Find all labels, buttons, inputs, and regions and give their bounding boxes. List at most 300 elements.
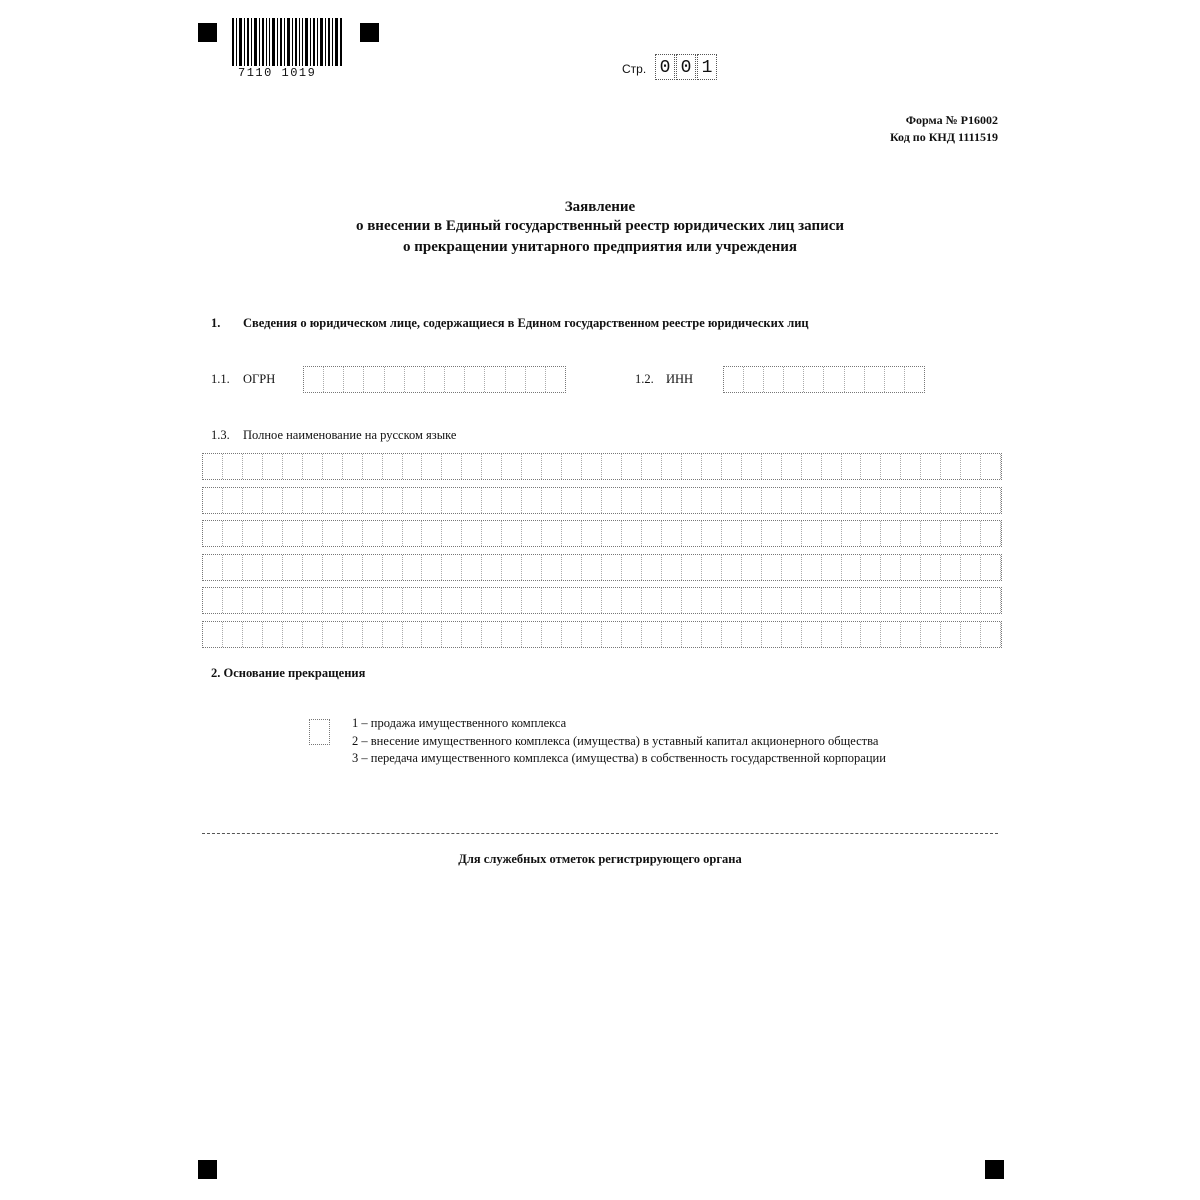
character-cell[interactable] — [263, 555, 283, 580]
character-cell[interactable] — [782, 454, 802, 479]
character-cell[interactable] — [482, 454, 502, 479]
character-cell[interactable] — [682, 622, 702, 647]
character-cell[interactable] — [744, 367, 764, 392]
character-cell[interactable] — [263, 521, 283, 546]
character-cell[interactable] — [324, 367, 344, 392]
character-cell[interactable] — [506, 367, 526, 392]
character-cell[interactable] — [263, 588, 283, 613]
character-cell[interactable] — [283, 521, 303, 546]
full-name-number: 1.3. — [211, 428, 230, 442]
character-cell[interactable] — [722, 454, 742, 479]
character-cell[interactable] — [642, 454, 662, 479]
character-cell[interactable] — [722, 622, 742, 647]
character-cell[interactable] — [283, 588, 303, 613]
character-cell[interactable] — [722, 555, 742, 580]
character-cell[interactable] — [403, 622, 423, 647]
character-cell[interactable] — [881, 488, 901, 513]
character-cell[interactable] — [502, 454, 522, 479]
character-cell[interactable] — [442, 622, 462, 647]
character-cell[interactable] — [403, 588, 423, 613]
character-cell[interactable] — [283, 488, 303, 513]
character-cell[interactable] — [822, 588, 842, 613]
character-cell[interactable] — [682, 488, 702, 513]
character-cell[interactable] — [363, 488, 383, 513]
character-cell[interactable] — [304, 367, 324, 392]
character-cell[interactable] — [243, 555, 263, 580]
character-cell[interactable] — [526, 367, 546, 392]
character-cell[interactable] — [682, 521, 702, 546]
character-cell[interactable] — [662, 488, 682, 513]
character-cell[interactable] — [842, 454, 862, 479]
character-cell[interactable] — [981, 488, 1001, 513]
character-cell[interactable] — [323, 521, 343, 546]
character-cell[interactable] — [343, 622, 363, 647]
character-cell[interactable] — [482, 488, 502, 513]
character-cell[interactable] — [784, 367, 804, 392]
character-cell[interactable] — [881, 555, 901, 580]
character-cell[interactable] — [941, 588, 961, 613]
character-cell[interactable] — [283, 454, 303, 479]
character-cell[interactable] — [722, 488, 742, 513]
character-cell[interactable] — [582, 521, 602, 546]
corner-marker-top-left — [198, 23, 217, 42]
character-cell[interactable] — [602, 521, 622, 546]
character-cell[interactable] — [941, 521, 961, 546]
character-cell[interactable] — [303, 521, 323, 546]
character-cell[interactable] — [881, 454, 901, 479]
character-cell[interactable] — [742, 622, 762, 647]
character-cell[interactable] — [901, 521, 921, 546]
character-cell[interactable] — [702, 454, 722, 479]
ogrn-input[interactable] — [303, 366, 566, 393]
character-cell[interactable] — [702, 622, 722, 647]
character-cell[interactable] — [861, 588, 881, 613]
character-cell[interactable] — [303, 622, 323, 647]
character-cell[interactable] — [482, 622, 502, 647]
section-2-heading: 2. Основание прекращения — [211, 666, 366, 680]
basis-option-2: 2 – внесение имущественного комплекса (имущества) в уставный капитал акционерного общества — [352, 734, 879, 748]
character-cell[interactable] — [702, 488, 722, 513]
character-cell[interactable] — [562, 555, 582, 580]
character-cell[interactable] — [263, 454, 283, 479]
character-cell[interactable] — [762, 454, 782, 479]
character-cell[interactable] — [981, 555, 1001, 580]
character-cell[interactable] — [961, 454, 981, 479]
inn-label: ИНН — [666, 372, 694, 386]
character-cell[interactable] — [303, 454, 323, 479]
character-cell[interactable] — [842, 588, 862, 613]
character-cell[interactable] — [782, 488, 802, 513]
character-cell[interactable] — [562, 521, 582, 546]
character-cell[interactable] — [822, 622, 842, 647]
full-name-row[interactable] — [202, 453, 1002, 480]
full-name-row[interactable] — [202, 587, 1002, 614]
character-cell[interactable] — [522, 555, 542, 580]
character-cell[interactable] — [243, 454, 263, 479]
page-digit-box[interactable]: 0 — [676, 54, 696, 80]
character-cell[interactable] — [323, 588, 343, 613]
character-cell[interactable] — [522, 488, 542, 513]
character-cell[interactable] — [363, 622, 383, 647]
character-cell[interactable] — [662, 555, 682, 580]
character-cell[interactable] — [462, 588, 482, 613]
character-cell[interactable] — [762, 488, 782, 513]
character-cell[interactable] — [662, 521, 682, 546]
character-cell[interactable] — [344, 367, 364, 392]
character-cell[interactable] — [702, 588, 722, 613]
character-cell[interactable] — [622, 588, 642, 613]
character-cell[interactable] — [901, 622, 921, 647]
character-cell[interactable] — [742, 454, 762, 479]
character-cell[interactable] — [602, 622, 622, 647]
character-cell[interactable] — [582, 622, 602, 647]
character-cell[interactable] — [343, 488, 363, 513]
character-cell[interactable] — [383, 488, 403, 513]
character-cell[interactable] — [383, 622, 403, 647]
character-cell[interactable] — [582, 454, 602, 479]
character-cell[interactable] — [502, 555, 522, 580]
character-cell[interactable] — [203, 454, 223, 479]
character-cell[interactable] — [762, 521, 782, 546]
full-name-row[interactable] — [202, 554, 1002, 581]
character-cell[interactable] — [582, 488, 602, 513]
character-cell[interactable] — [383, 588, 403, 613]
character-cell[interactable] — [363, 588, 383, 613]
character-cell[interactable] — [662, 588, 682, 613]
character-cell[interactable] — [724, 367, 744, 392]
character-cell[interactable] — [482, 521, 502, 546]
character-cell[interactable] — [485, 367, 505, 392]
character-cell[interactable] — [722, 521, 742, 546]
character-cell[interactable] — [425, 367, 445, 392]
character-cell[interactable] — [981, 454, 1001, 479]
character-cell[interactable] — [941, 454, 961, 479]
character-cell[interactable] — [283, 555, 303, 580]
character-cell[interactable] — [885, 367, 905, 392]
character-cell[interactable] — [662, 454, 682, 479]
character-cell[interactable] — [343, 555, 363, 580]
character-cell[interactable] — [802, 588, 822, 613]
character-cell[interactable] — [622, 488, 642, 513]
character-cell[interactable] — [542, 588, 562, 613]
character-cell[interactable] — [546, 367, 565, 392]
office-use-label: Для служебных отметок регистрирующего органа — [458, 852, 742, 866]
character-cell[interactable] — [961, 488, 981, 513]
character-cell[interactable] — [562, 488, 582, 513]
character-cell[interactable] — [961, 622, 981, 647]
character-cell[interactable] — [921, 588, 941, 613]
character-cell[interactable] — [403, 488, 423, 513]
character-cell[interactable] — [223, 588, 243, 613]
character-cell[interactable] — [642, 488, 662, 513]
character-cell[interactable] — [905, 367, 924, 392]
character-cell[interactable] — [642, 622, 662, 647]
character-cell[interactable] — [422, 588, 442, 613]
basis-code-input[interactable] — [309, 719, 330, 745]
character-cell[interactable] — [662, 622, 682, 647]
basis-option-1: 1 – продажа имущественного комплекса — [352, 716, 567, 730]
character-cell[interactable] — [403, 521, 423, 546]
section-1-number: 1. — [211, 316, 221, 330]
character-cell[interactable] — [363, 454, 383, 479]
character-cell[interactable] — [861, 454, 881, 479]
character-cell[interactable] — [542, 488, 562, 513]
character-cell[interactable] — [502, 488, 522, 513]
full-name-row[interactable] — [202, 621, 1002, 648]
character-cell[interactable] — [223, 622, 243, 647]
character-cell[interactable] — [203, 488, 223, 513]
character-cell[interactable] — [422, 521, 442, 546]
full-name-row[interactable] — [202, 520, 1002, 547]
character-cell[interactable] — [941, 488, 961, 513]
form-number: Форма № Р16002 — [905, 113, 998, 127]
character-cell[interactable] — [442, 454, 462, 479]
character-cell[interactable] — [682, 555, 702, 580]
character-cell[interactable] — [562, 454, 582, 479]
character-cell[interactable] — [323, 622, 343, 647]
character-cell[interactable] — [782, 588, 802, 613]
page-digit-box[interactable]: 0 — [655, 54, 675, 80]
document-title: Заявление — [564, 199, 636, 215]
page-label: Стр. — [622, 62, 647, 76]
character-cell[interactable] — [385, 367, 405, 392]
character-cell[interactable] — [921, 454, 941, 479]
character-cell[interactable] — [921, 555, 941, 580]
character-cell[interactable] — [981, 588, 1001, 613]
character-cell[interactable] — [465, 367, 485, 392]
character-cell[interactable] — [482, 555, 502, 580]
character-cell[interactable] — [861, 555, 881, 580]
character-cell[interactable] — [522, 521, 542, 546]
character-cell[interactable] — [462, 555, 482, 580]
character-cell[interactable] — [842, 521, 862, 546]
basis-option-3: 3 – передача имущественного комплекса (имущества) в собственность государственной корпорации — [352, 751, 886, 765]
character-cell[interactable] — [323, 454, 343, 479]
character-cell[interactable] — [901, 454, 921, 479]
character-cell[interactable] — [445, 367, 465, 392]
full-name-input[interactable] — [202, 453, 1002, 655]
character-cell[interactable] — [223, 521, 243, 546]
character-cell[interactable] — [901, 588, 921, 613]
document-subtitle-line-1: о внесении в Единый государственный реестр юридических лиц записи — [355, 218, 845, 234]
character-cell[interactable] — [702, 555, 722, 580]
character-cell[interactable] — [881, 588, 901, 613]
character-cell[interactable] — [542, 555, 562, 580]
character-cell[interactable] — [263, 622, 283, 647]
character-cell[interactable] — [782, 555, 802, 580]
character-cell[interactable] — [203, 588, 223, 613]
character-cell[interactable] — [223, 555, 243, 580]
character-cell[interactable] — [203, 622, 223, 647]
page-digit-box[interactable]: 1 — [697, 54, 717, 80]
character-cell[interactable] — [764, 367, 784, 392]
character-cell[interactable] — [542, 454, 562, 479]
full-name-row[interactable] — [202, 487, 1002, 514]
character-cell[interactable] — [802, 488, 822, 513]
ogrn-label: ОГРН — [243, 372, 276, 386]
character-cell[interactable] — [622, 555, 642, 580]
inn-input[interactable] — [723, 366, 925, 393]
character-cell[interactable] — [901, 488, 921, 513]
character-cell[interactable] — [602, 555, 622, 580]
character-cell[interactable] — [562, 588, 582, 613]
character-cell[interactable] — [782, 521, 802, 546]
character-cell[interactable] — [742, 521, 762, 546]
character-cell[interactable] — [802, 622, 822, 647]
character-cell[interactable] — [502, 521, 522, 546]
character-cell[interactable] — [742, 488, 762, 513]
character-cell[interactable] — [343, 521, 363, 546]
character-cell[interactable] — [822, 555, 842, 580]
character-cell[interactable] — [462, 488, 482, 513]
character-cell[interactable] — [343, 454, 363, 479]
character-cell[interactable] — [921, 521, 941, 546]
character-cell[interactable] — [602, 454, 622, 479]
character-cell[interactable] — [941, 622, 961, 647]
character-cell[interactable] — [522, 454, 542, 479]
character-cell[interactable] — [283, 622, 303, 647]
character-cell[interactable] — [921, 488, 941, 513]
corner-marker-top-right — [360, 23, 379, 42]
character-cell[interactable] — [845, 367, 865, 392]
character-cell[interactable] — [602, 488, 622, 513]
character-cell[interactable] — [383, 521, 403, 546]
character-cell[interactable] — [782, 622, 802, 647]
character-cell[interactable] — [203, 555, 223, 580]
character-cell[interactable] — [422, 622, 442, 647]
character-cell[interactable] — [383, 454, 403, 479]
character-cell[interactable] — [861, 488, 881, 513]
character-cell[interactable] — [405, 367, 425, 392]
character-cell[interactable] — [243, 521, 263, 546]
character-cell[interactable] — [203, 521, 223, 546]
character-cell[interactable] — [522, 622, 542, 647]
character-cell[interactable] — [522, 588, 542, 613]
document-subtitle-line-2: о прекращении унитарного предприятия или учреждения — [403, 239, 797, 255]
character-cell[interactable] — [263, 488, 283, 513]
character-cell[interactable] — [582, 588, 602, 613]
character-cell[interactable] — [961, 555, 981, 580]
character-cell[interactable] — [562, 622, 582, 647]
character-cell[interactable] — [642, 555, 662, 580]
character-cell[interactable] — [303, 588, 323, 613]
character-cell[interactable] — [323, 555, 343, 580]
character-cell[interactable] — [802, 555, 822, 580]
character-cell[interactable] — [842, 622, 862, 647]
character-cell[interactable] — [642, 588, 662, 613]
character-cell[interactable] — [223, 488, 243, 513]
character-cell[interactable] — [881, 521, 901, 546]
character-cell[interactable] — [363, 521, 383, 546]
knd-code: Код по КНД 1111519 — [889, 130, 998, 144]
character-cell[interactable] — [981, 521, 1001, 546]
character-cell[interactable] — [243, 588, 263, 613]
character-cell[interactable] — [383, 555, 403, 580]
character-cell[interactable] — [502, 622, 522, 647]
inn-number: 1.2. — [635, 372, 654, 386]
character-cell[interactable] — [482, 588, 502, 613]
character-cell[interactable] — [502, 588, 522, 613]
character-cell[interactable] — [243, 622, 263, 647]
character-cell[interactable] — [762, 588, 782, 613]
character-cell[interactable] — [742, 555, 762, 580]
barcode-icon — [232, 18, 342, 66]
character-cell[interactable] — [861, 622, 881, 647]
section-1-heading: Сведения о юридическом лице, содержащиеся в Едином государственном реестре юридических лиц — [243, 316, 809, 330]
character-cell[interactable] — [364, 367, 384, 392]
character-cell[interactable] — [303, 555, 323, 580]
character-cell[interactable] — [802, 521, 822, 546]
character-cell[interactable] — [722, 588, 742, 613]
character-cell[interactable] — [622, 521, 642, 546]
character-cell[interactable] — [842, 555, 862, 580]
character-cell[interactable] — [824, 367, 844, 392]
character-cell[interactable] — [442, 488, 462, 513]
character-cell[interactable] — [961, 588, 981, 613]
character-cell[interactable] — [442, 555, 462, 580]
character-cell[interactable] — [961, 521, 981, 546]
character-cell[interactable] — [682, 454, 702, 479]
character-cell[interactable] — [422, 488, 442, 513]
character-cell[interactable] — [462, 454, 482, 479]
character-cell[interactable] — [981, 622, 1001, 647]
character-cell[interactable] — [802, 454, 822, 479]
character-cell[interactable] — [842, 488, 862, 513]
character-cell[interactable] — [323, 488, 343, 513]
character-cell[interactable] — [622, 622, 642, 647]
character-cell[interactable] — [622, 454, 642, 479]
character-cell[interactable] — [921, 622, 941, 647]
character-cell[interactable] — [602, 588, 622, 613]
character-cell[interactable] — [422, 454, 442, 479]
full-name-label: Полное наименование на русском языке — [243, 428, 457, 442]
character-cell[interactable] — [822, 488, 842, 513]
character-cell[interactable] — [742, 588, 762, 613]
character-cell[interactable] — [762, 622, 782, 647]
character-cell[interactable] — [941, 555, 961, 580]
character-cell[interactable] — [762, 555, 782, 580]
character-cell[interactable] — [243, 488, 263, 513]
character-cell[interactable] — [804, 367, 824, 392]
character-cell[interactable] — [403, 454, 423, 479]
character-cell[interactable] — [822, 454, 842, 479]
character-cell[interactable] — [542, 622, 562, 647]
character-cell[interactable] — [403, 555, 423, 580]
character-cell[interactable] — [582, 555, 602, 580]
character-cell[interactable] — [822, 521, 842, 546]
divider — [202, 833, 998, 834]
character-cell[interactable] — [422, 555, 442, 580]
character-cell[interactable] — [343, 588, 363, 613]
character-cell[interactable] — [881, 622, 901, 647]
character-cell[interactable] — [462, 622, 482, 647]
character-cell[interactable] — [682, 588, 702, 613]
character-cell[interactable] — [303, 488, 323, 513]
character-cell[interactable] — [642, 521, 662, 546]
character-cell[interactable] — [865, 367, 885, 392]
corner-marker-bottom-right — [985, 1160, 1004, 1179]
character-cell[interactable] — [542, 521, 562, 546]
character-cell[interactable] — [442, 521, 462, 546]
ogrn-number: 1.1. — [211, 372, 230, 386]
character-cell[interactable] — [702, 521, 722, 546]
character-cell[interactable] — [901, 555, 921, 580]
character-cell[interactable] — [223, 454, 243, 479]
character-cell[interactable] — [462, 521, 482, 546]
character-cell[interactable] — [861, 521, 881, 546]
character-cell[interactable] — [442, 588, 462, 613]
character-cell[interactable] — [363, 555, 383, 580]
